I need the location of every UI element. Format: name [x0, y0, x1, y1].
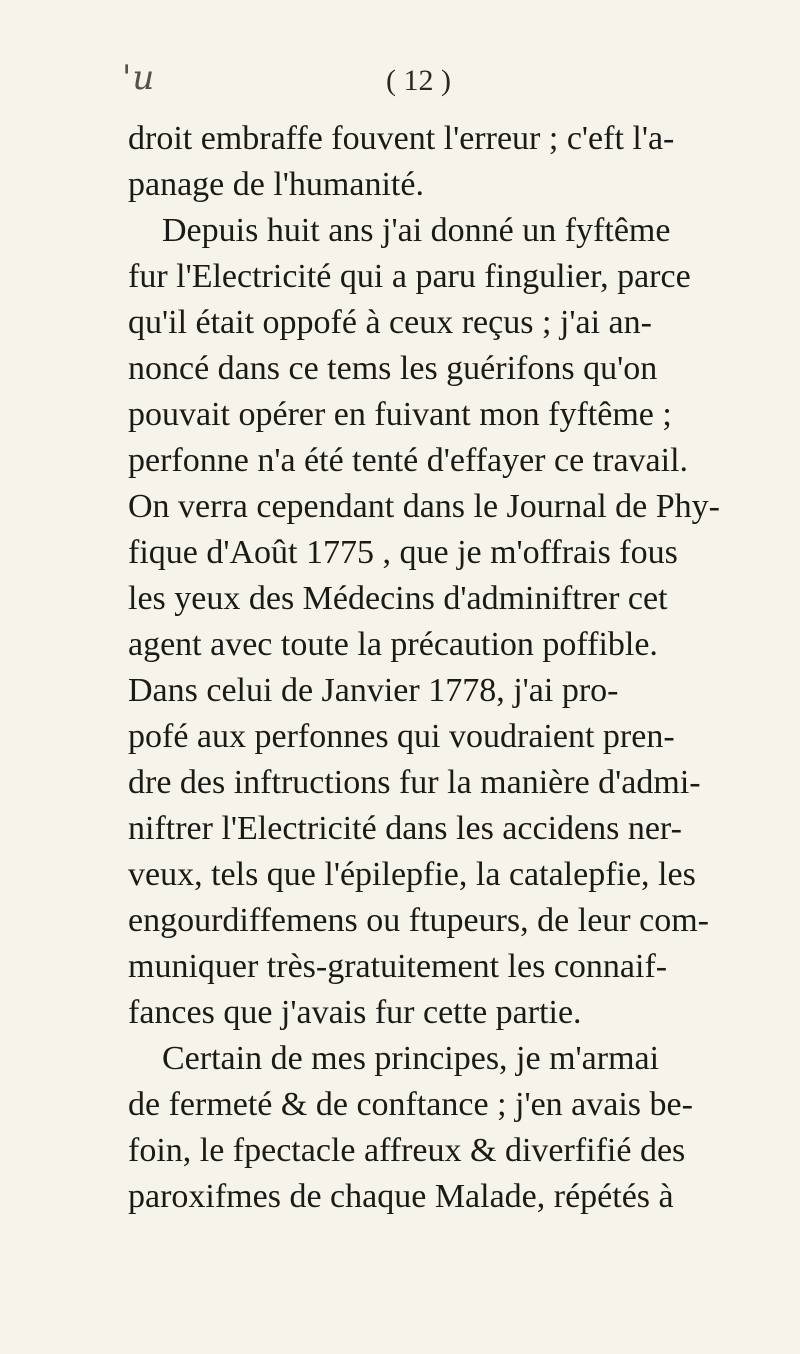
text-line: muniquer très-gratuitement les connaif- [128, 948, 668, 985]
text-line: dre des inftructions fur la manière d'admi- [128, 764, 701, 801]
text-line: agent avec toute la précaution poffible. [128, 626, 658, 663]
text-line: pouvait opérer en fuivant mon fyftême ; [128, 396, 672, 433]
text-line: pofé aux perfonnes qui voudraient pren- [128, 718, 675, 755]
text-line: fur l'Electricité qui a paru fingulier, parce [128, 258, 691, 295]
text-line: niftrer l'Electricité dans les accidens ner- [128, 810, 682, 847]
text-line: paroxifmes de chaque Malade, répétés à [128, 1178, 674, 1215]
text-line: foin, le fpectacle affreux & diverfifié des [128, 1132, 686, 1169]
text-line: fique d'Août 1775 , que je m'offrais fous [128, 534, 678, 571]
text-line: noncé dans ce tems les guérifons qu'on [128, 350, 658, 387]
text-line: les yeux des Médecins d'adminiftrer cet [128, 580, 668, 617]
text-line: de fermeté & de conftance ; j'en avais be- [128, 1086, 693, 1123]
text-line: fances que j'avais fur cette partie. [128, 994, 582, 1031]
text-line: panage de l'humanité. [128, 166, 424, 203]
text-line: perfonne n'a été tenté d'effayer ce travail. [128, 442, 689, 479]
paragraph-start-line: Certain de mes principes, je m'armai [162, 1040, 660, 1077]
text-line: Dans celui de Janvier 1778, j'ai pro- [128, 672, 619, 709]
page-number: ( 12 ) [386, 64, 451, 97]
text-line: qu'il était oppofé à ceux reçus ; j'ai an- [128, 304, 652, 341]
text-line: droit embraffe fouvent l'erreur ; c'eft l'a- [128, 120, 675, 157]
text-line: On verra cependant dans le Journal de Phy- [128, 488, 720, 525]
paragraph-start-line: Depuis huit ans j'ai donné un fyftême [162, 212, 671, 249]
text-line: engourdiffemens ou ftupeurs, de leur com- [128, 902, 709, 939]
handwritten-mark: 'u [122, 58, 156, 98]
body-text [128, 116, 768, 1220]
text-line: veux, tels que l'épilepfie, la catalepfie, les [128, 856, 696, 893]
page-header [0, 58, 800, 108]
